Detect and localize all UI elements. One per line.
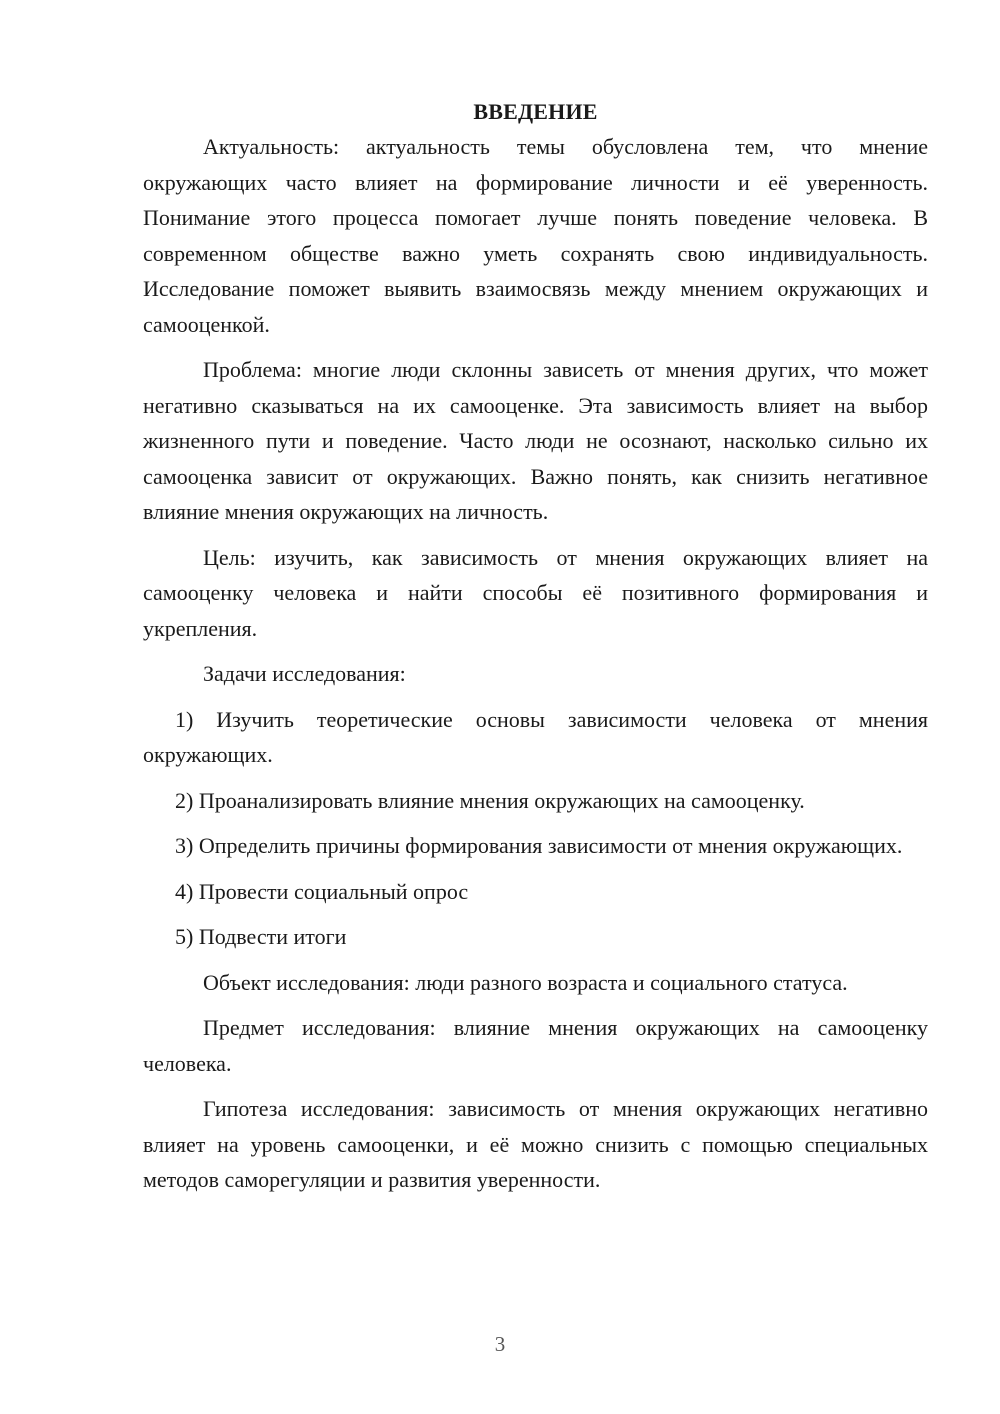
goal-paragraph: Цель: изучить, как зависимость от мнения окружающих влияет на самооценку человека и найти способы её позитивного формирования и укрепления.	[143, 544, 928, 641]
hypothesis-paragraph: Гипотеза исследования: зависимость от мнения окружающих негативно влияет на уровень самооценки, и её можно снизить с помощью специальных методов саморегуляции и развития уверенности.	[143, 1096, 928, 1192]
object-paragraph: Объект исследования: люди разного возраста и социального статуса.	[203, 969, 848, 995]
section-title: ВВЕДЕНИЕ	[473, 99, 598, 124]
task-item: 1) Изучить теоретические основы зависимости человека от мнения окружающих.	[143, 706, 928, 767]
task-item: 2) Проанализировать влияние мнения окружающих на самооценку.	[175, 787, 805, 813]
page-content	[143, 94, 928, 1208]
task-item: 5) Подвести итоги	[175, 924, 347, 949]
relevance-paragraph: Актуальность: актуальность темы обусловлена тем, что мнение окружающих часто влияет на формирование личности и её уверенность. Понимание этого процесса помогает лучше понять поведение человека. В современном обществе важно уметь сохранять свою индивидуальность. Исследование поможет выявить взаимосвязь между мнением окружающих и самооценкой.	[143, 134, 928, 337]
task-item: 3) Определить причины формирования зависимости от мнения окружающих.	[175, 833, 903, 858]
tasks-heading: Задачи исследования:	[203, 661, 406, 686]
problem-paragraph: Проблема: многие люди склонны зависеть от мнения других, что может негативно сказываться на их самооценке. Эта зависимость влияет на выбор жизненного пути и поведение. Часто люди не осознают, насколько сильно их самооценка зависит от окружающих. Важно понять, как снизить негативное влияние мнения окружающих на личность.	[143, 357, 928, 524]
subject-paragraph: Предмет исследования: влияние мнения окружающих на самооценку человека.	[143, 1015, 928, 1076]
task-item: 4) Провести социальный опрос	[175, 878, 469, 904]
page-number: 3	[494, 1332, 506, 1356]
